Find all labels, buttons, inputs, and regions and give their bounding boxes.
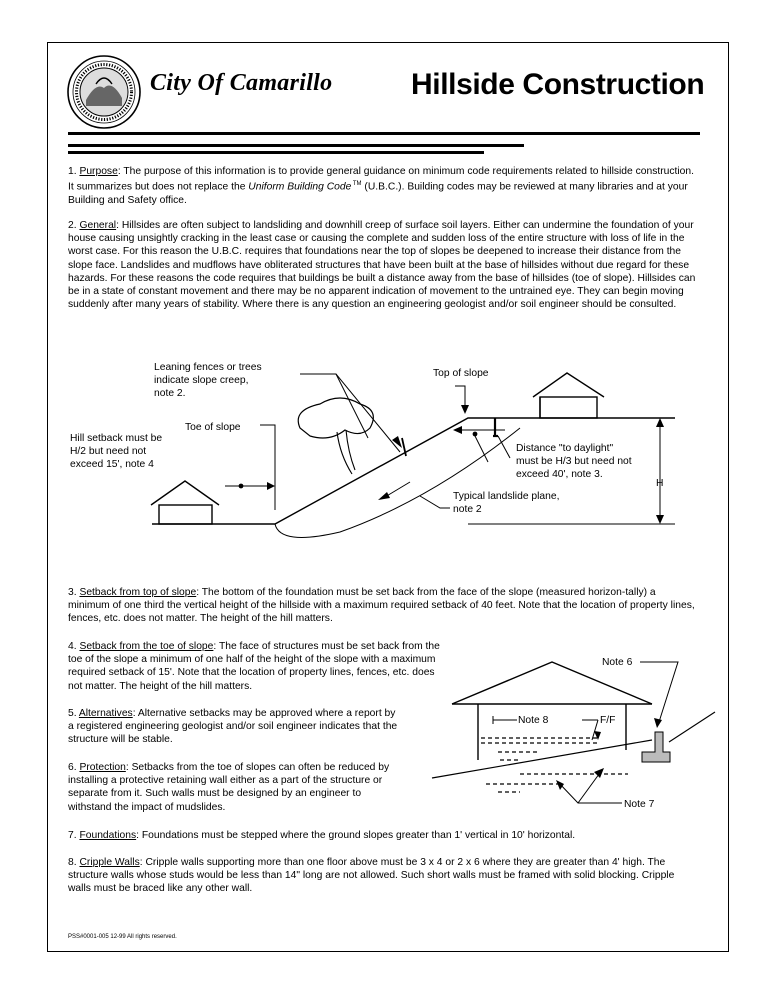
footer-copyright: PSS#0001-005 12-99 All rights reserved. <box>68 934 177 940</box>
section-heading: Cripple Walls <box>79 857 140 868</box>
ground-line <box>432 740 652 778</box>
section-protection: 6. Protection: Setbacks from the toe of slopes can often be reduced by installing a protective retaining wall either as a part of the structure or separate from it. Such walls must be designed by an engineer to withstand the impact of mudslides. <box>68 762 390 813</box>
code-name: Uniform Building Code <box>248 181 352 193</box>
section-general: 2. General: Hillsides are often subject to landsliding and downhill creep of surface soil layers. Either can undermine the foundation of your house causing unsightly cracking in the least case or causing the complete and sudden loss of the entire structure with loss of life in the worst case. For this reason the U.B.C. requires that foundations near the top of slopes be deepened to increase their distance from the slope face. Landslides and mudflows have obliterated structures that have been built at the base of hillsides without due regard for these hazards. For these reasons the code requires that buildings be built a distance away from the base of hillsides (toe of slope). Hillsides can be in a state of constant movement and there may be no apparent indication of movement to the untrained eye. They can begin moving suddenly after many years of stability. Where there is any question an engineering geologist and/or soil engineer should be consulted. <box>68 220 696 311</box>
label-ff: F/F <box>600 715 616 726</box>
section-purpose: 1. Purpose: The purpose of this information is to provide general guidance on minimum code requirements related to hillside construction. It summarizes but does not replace the Uniform Building Code ™ (U.B.C.). Building codes may be reviewed at many libraries and at your Building and Safety office. <box>68 166 694 206</box>
section-heading: Foundations <box>79 830 137 841</box>
label-height-h: H <box>656 478 664 489</box>
label-note-6: Note 6 <box>602 657 633 668</box>
label-distance-to-daylight: Distance "to daylight" must be H/3 but need not exceed 40', note 3. <box>516 443 632 481</box>
label-landslide-plane: Typical landslide plane, note 2 <box>453 491 560 516</box>
section-setback-toe: 4. Setback from the toe of slope: The face of structures must be set back from the toe of the slope a minimum of one half of the height of the slope with a maximum required setback of 15'. Note that the location of property lines, fences, etc. does not matter. The height of the hill matters. <box>68 641 440 692</box>
section-heading: Protection <box>79 762 126 773</box>
label-top-of-slope: Top of slope <box>433 368 489 379</box>
document-title: Hillside Construction <box>411 68 705 101</box>
label-note-7: Note 7 <box>624 799 655 810</box>
section-heading: Setback from top of slope <box>79 587 197 598</box>
city-name: City Of Camarillo <box>150 70 333 96</box>
section-heading: Setback from the toe of slope <box>79 641 214 652</box>
section-heading: General <box>79 220 117 231</box>
section-heading: Purpose <box>79 166 118 177</box>
section-foundations: 7. Foundations: Foundations must be stepped where the ground slopes greater than 1' vertical in 10' horizontal. <box>68 830 576 841</box>
label-note-8: Note 8 <box>518 715 549 726</box>
section-cripple-walls: 8. Cripple Walls: Cripple walls supporting more than one floor above must be 3 x 4 or 2 x 6 where they are greater than 4' high. The structure walls whose studs would be less than 14" long are not allowed. Such short walls must be framed with solid blocking. Cripple walls must be braced like any other wall. <box>68 857 675 895</box>
section-heading: Alternatives <box>78 708 133 719</box>
section-setback-top: 3. Setback from top of slope: The bottom of the foundation must be set back from the face of the slope (measured horizon-tally) a minimum of one third the vertical height of the hillside with a maximum required setback of 40 feet. Note that the location of property lines, fences, etc. does not matter. The height of the hill matters. <box>68 587 695 625</box>
label-hill-setback: Hill setback must be H/2 but need not exceed 15', note 4 <box>70 433 163 471</box>
label-leaning-fences: Leaning fences or trees indicate slope creep, note 2. <box>154 362 262 400</box>
label-toe-of-slope: Toe of slope <box>185 422 241 433</box>
retaining-wall <box>642 732 670 762</box>
section-alternatives: 5. Alternatives: Alternative setbacks may be approved where a report by a registered engineering geologist and/or soil engineer indicates that the structure will be stable. <box>68 708 398 746</box>
